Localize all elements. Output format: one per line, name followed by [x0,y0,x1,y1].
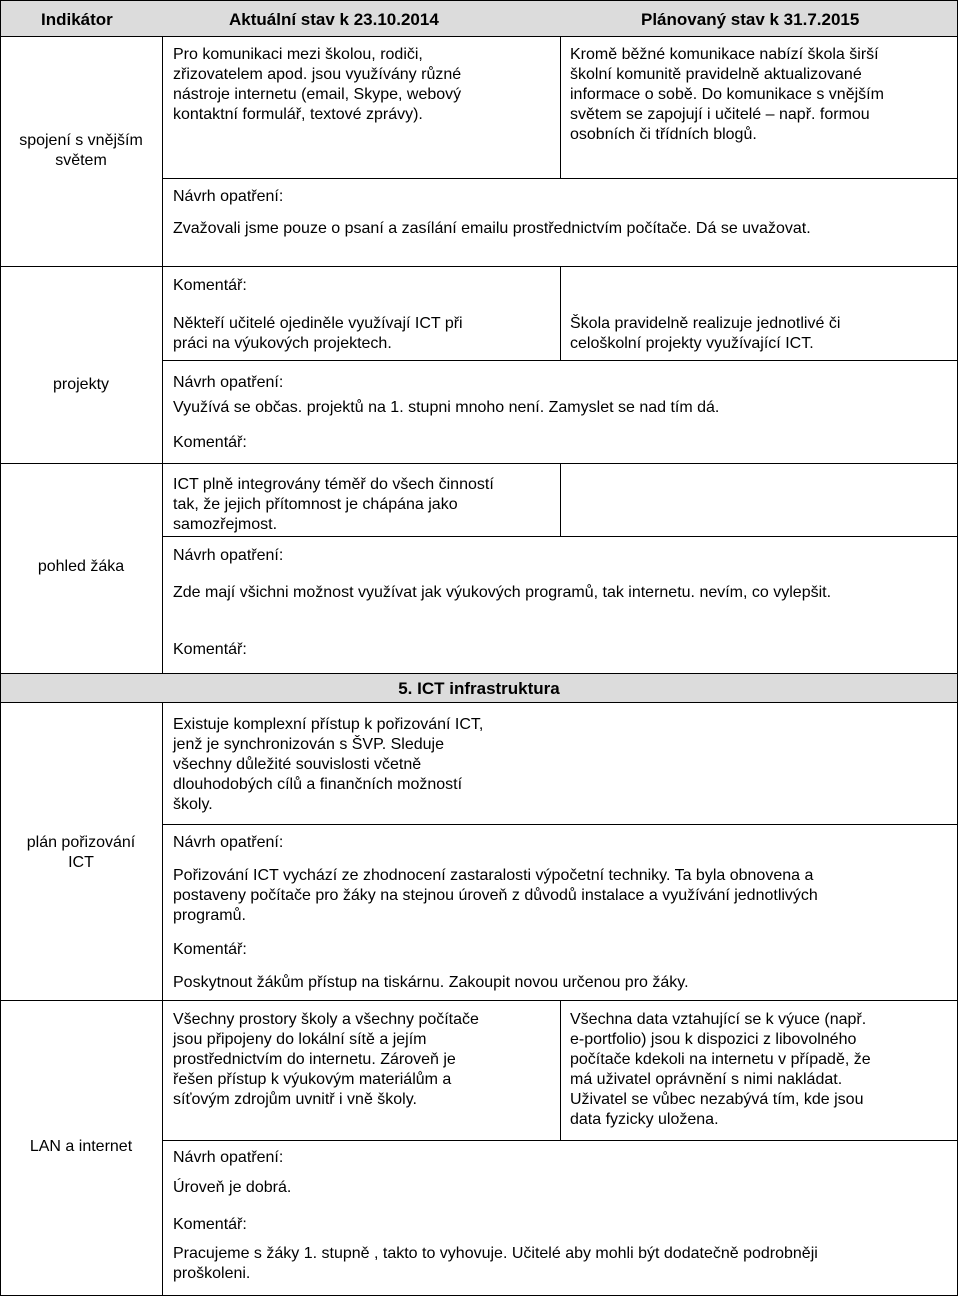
table-header [0,0,958,37]
measure-label: Návrh opatření: [173,1149,284,1166]
indicator-projects [0,375,162,395]
current-state-text [173,314,553,354]
indicator-communication [0,131,162,171]
planned-state-text [570,314,950,354]
table-border-left [0,0,1,1296]
text-line: kontaktní formulář, textové zprávy). [173,106,423,123]
text-line: proškoleni. [173,1265,251,1282]
indicator-line: ICT [68,854,94,871]
cell-separator [162,824,958,825]
measure-text: Zde mají všichni možnost využívat jak výukových programů, tak internetu. nevím, co vylepšit. [173,584,832,601]
indicator-pupil-view [0,557,162,577]
text-line: školní komunitě pravidelně aktualizované [570,66,862,83]
current-state-text [173,45,553,125]
measure-text: Využívá se občas. projektů na 1. stupni mnoho není. Zamyslet se nad tím dá. [173,399,720,416]
text-line: osobních či třídních blogů. [570,126,757,143]
cell-separator [162,1140,958,1141]
text-line: dlouhodobých cílů a finančních možností [173,776,463,793]
text-line: ICT plně integrovány téměř do všech činností [173,476,494,493]
text-line: celoškolní projekty využívající ICT. [570,335,814,352]
indicator-procurement-plan [0,833,162,873]
text-line: počítače kdekoli na internetu v případě, že [570,1051,871,1068]
text-line: Pořizování ICT vychází ze zhodnocení zastaralosti výpočetní techniky. Ta byla obnovena a [173,867,814,884]
indicator-line: projekty [52,376,110,393]
text-line: tak, že jejich přítomnost je chápána jako [173,496,458,513]
text-line: e-portfolio) jsou k dispozici z libovolného [570,1031,857,1048]
state-column-divider [560,1000,561,1140]
indicator-line: LAN a internet [29,1138,133,1155]
text-line: školy. [173,796,213,813]
text-line: zřizovatelem apod. jsou využívány různé [173,66,462,83]
text-line: jenž je synchronizován s ŠVP. Sleduje [173,736,444,753]
comment-label: Komentář: [173,641,247,658]
section-title: 5. ICT infrastruktura [398,679,560,698]
text-line: jsou připojeny do lokální sítě a jejím [173,1031,427,1048]
indicator-line: pohled žáka [37,558,125,575]
text-line: Všechny prostory školy a všechny počítače [173,1011,479,1028]
text-line: řešen přístup k výukovým materiálům a [173,1071,452,1088]
comment-label: Komentář: [173,1216,247,1233]
cell-separator [162,360,958,361]
header-indicator: Indikátor [41,10,113,29]
current-state-text [173,475,558,535]
text-line: světem se zapojují i učitelé – např. formou [570,106,870,123]
cell-separator [162,178,958,179]
text-line: Všechna data vztahující se k výuce (např. [570,1011,867,1028]
text-line: Kromě běžné komunikace nabízí škola širší [570,46,879,63]
current-state-text [173,715,558,815]
state-column-divider [560,266,561,360]
planned-state-text [570,45,950,145]
state-column-divider [560,37,561,178]
measure-label: Návrh opatření: [173,374,284,391]
measure-text: Úroveň je dobrá. [173,1179,292,1196]
measure-text: Zvažovali jsme pouze o psaní a zasílání emailu prostřednictvím počítače. Dá se uvažovat. [173,220,811,237]
text-line: Pracujeme s žáky 1. stupně , takto to vyhovuje. Učitelé aby mohli být dodatečně podrobněji [173,1245,818,1262]
measure-label: Návrh opatření: [173,188,284,205]
text-line: všechny důležité souvislosti včetně [173,756,422,773]
comment-label: Komentář: [173,277,247,294]
measure-text [173,866,953,926]
indicator-line: plán pořizování [26,834,136,851]
text-line: Existuje komplexní přístup k pořizování ICT, [173,716,484,733]
header-current-state: Aktuální stav k 23.10.2014 [229,10,439,29]
indicator-line: světem [55,152,107,169]
indicator-column-divider [162,37,163,673]
comment-text: Poskytnout žákům přístup na tiskárnu. Zakoupit novou určenou pro žáky. [173,974,689,991]
text-line: Uživatel se vůbec nezabývá tím, kde jsou [570,1091,864,1108]
row-separator [0,1000,958,1001]
text-line: Pro komunikaci mezi školou, rodiči, [173,46,423,63]
text-line: prostřednictvím do internetu. Zároveň je [173,1051,456,1068]
indicator-lan-internet [0,1137,162,1157]
indicator-line: spojení s vnějším [19,132,143,149]
comment-label: Komentář: [173,941,247,958]
planned-state-text [570,1010,955,1130]
text-line: nástroje internetu (email, Skype, webový [173,86,462,103]
state-column-divider [560,463,561,536]
text-line: síťovým zdrojům uvnitř i vně školy. [173,1091,417,1108]
header-planned-state: Plánovaný stav k 31.7.2015 [641,10,860,29]
text-line: informace o sobě. Do komunikace s vnějším [570,86,884,103]
comment-text [173,1244,953,1284]
text-line: samozřejmost. [173,516,278,533]
cell-separator [162,536,958,537]
measure-label: Návrh opatření: [173,834,284,851]
row-separator [0,463,958,464]
text-line: má uživatel oprávnění s nimi nakládat. [570,1071,843,1088]
text-line: postaveny počítače pro žáky na stejnou úroveň z důvodů instalace a využívání jednotlivých [173,887,818,904]
text-line: Někteří učitelé ojediněle využívají ICT při [173,315,463,332]
section-title-row [0,673,958,703]
current-state-text [173,1010,558,1110]
row-separator [0,266,958,267]
text-line: programů. [173,907,246,924]
measure-label: Návrh opatření: [173,547,284,564]
text-line: práci na výukových projektech. [173,335,392,352]
comment-label: Komentář: [173,434,247,451]
text-line: data fyzicky uložena. [570,1111,719,1128]
table-border-right [957,0,958,1296]
text-line: Škola pravidelně realizuje jednotlivé či [570,315,841,332]
